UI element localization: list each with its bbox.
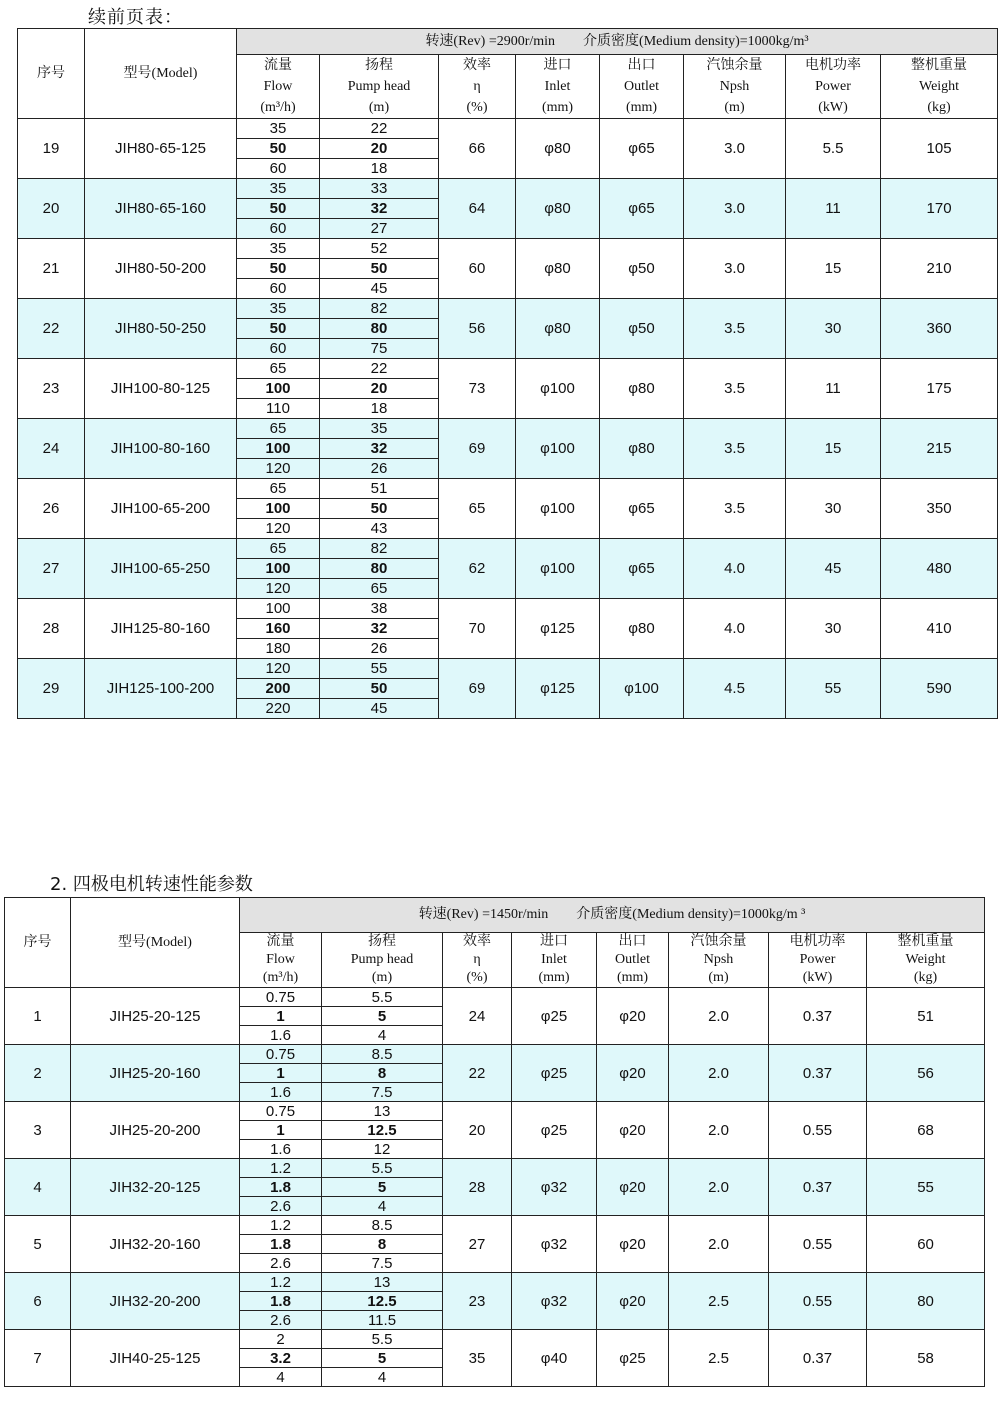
flow-cell: 160 (237, 619, 320, 639)
weight-cell: 590 (881, 659, 998, 719)
table-row (5, 1045, 985, 1064)
outlet-cell: φ80 (600, 359, 684, 419)
seq-cell: 22 (18, 299, 85, 359)
inlet-cell: φ125 (516, 599, 600, 659)
npsh-cell: 3.5 (684, 479, 786, 539)
inlet-cell: φ100 (516, 419, 600, 479)
power-cell: 0.55 (769, 1273, 867, 1330)
head-cell: 13 (322, 1273, 443, 1292)
flow-cell: 100 (237, 559, 320, 579)
weight-cell: 68 (867, 1102, 985, 1159)
head-cell: 50 (320, 259, 439, 279)
inlet-cell: φ25 (512, 1045, 597, 1102)
model-cell: JIH32-20-125 (71, 1159, 240, 1216)
npsh-cell: 2.0 (669, 1045, 769, 1102)
head-cell: 52 (320, 239, 439, 259)
weight-cell: 410 (881, 599, 998, 659)
power-cell: 55 (786, 659, 881, 719)
header-npsh: 汽蚀余量 Npsh (m) (684, 55, 786, 119)
model-cell: JIH100-80-125 (85, 359, 237, 419)
table-row (18, 479, 998, 499)
model-cell: JIH25-20-200 (71, 1102, 240, 1159)
model-cell: JIH125-80-160 (85, 599, 237, 659)
table-row (5, 1330, 985, 1349)
flow-cell: 60 (237, 219, 320, 239)
head-cell: 5 (322, 1349, 443, 1368)
flow-cell: 1 (240, 1007, 322, 1026)
seq-cell: 5 (5, 1216, 71, 1273)
inlet-cell: φ100 (516, 479, 600, 539)
model-cell: JIH40-25-125 (71, 1330, 240, 1387)
flow-cell: 1.2 (240, 1216, 322, 1235)
head-cell: 38 (320, 599, 439, 619)
eff-cell: 73 (439, 359, 516, 419)
flow-cell: 2.6 (240, 1311, 322, 1330)
eff-cell: 60 (439, 239, 516, 299)
model-cell: JIH25-20-160 (71, 1045, 240, 1102)
weight-cell: 60 (867, 1216, 985, 1273)
head-cell: 26 (320, 639, 439, 659)
head-cell: 7.5 (322, 1083, 443, 1102)
outlet-cell: φ20 (597, 1102, 669, 1159)
weight-cell: 215 (881, 419, 998, 479)
eff-cell: 24 (443, 988, 512, 1045)
head-cell: 50 (320, 679, 439, 699)
header-seq: 序号 (18, 29, 85, 119)
head-cell: 55 (320, 659, 439, 679)
model-cell: JIH100-65-250 (85, 539, 237, 599)
npsh-cell: 3.0 (684, 119, 786, 179)
table-row (18, 419, 998, 439)
outlet-cell: φ100 (600, 659, 684, 719)
header-flow: 流量 Flow (m³/h) (237, 55, 320, 119)
flow-cell: 50 (237, 319, 320, 339)
seq-cell: 23 (18, 359, 85, 419)
header-inlet: 进口 Inlet (mm) (516, 55, 600, 119)
head-cell: 13 (322, 1102, 443, 1121)
flow-cell: 220 (237, 699, 320, 719)
weight-cell: 58 (867, 1330, 985, 1387)
weight-cell: 105 (881, 119, 998, 179)
seq-cell: 21 (18, 239, 85, 299)
inlet-cell: φ80 (516, 239, 600, 299)
power-cell: 0.37 (769, 1045, 867, 1102)
flow-cell: 1.2 (240, 1159, 322, 1178)
condition-bar: 转速(Rev) =2900r/min 介质密度(Medium density)=1000kg/m³ (237, 29, 998, 55)
flow-cell: 50 (237, 139, 320, 159)
head-cell: 32 (320, 199, 439, 219)
table-row (5, 1216, 985, 1235)
npsh-cell: 4.0 (684, 539, 786, 599)
flow-cell: 180 (237, 639, 320, 659)
flow-cell: 1 (240, 1121, 322, 1140)
flow-cell: 100 (237, 379, 320, 399)
head-cell: 33 (320, 179, 439, 199)
power-cell: 30 (786, 479, 881, 539)
table-row (18, 359, 998, 379)
table-row (18, 659, 998, 679)
head-cell: 18 (320, 399, 439, 419)
header-outlet: 出口 Outlet (mm) (600, 55, 684, 119)
head-cell: 22 (320, 359, 439, 379)
head-cell: 12 (322, 1140, 443, 1159)
header-eff: 效率 η (%) (443, 933, 512, 988)
head-cell: 20 (320, 139, 439, 159)
header-seq: 序号 (5, 898, 71, 988)
seq-cell: 1 (5, 988, 71, 1045)
model-cell: JIH80-50-200 (85, 239, 237, 299)
head-cell: 32 (320, 619, 439, 639)
model-cell: JIH25-20-125 (71, 988, 240, 1045)
flow-cell: 1.6 (240, 1083, 322, 1102)
flow-cell: 1 (240, 1064, 322, 1083)
eff-cell: 20 (443, 1102, 512, 1159)
head-cell: 50 (320, 499, 439, 519)
model-cell: JIH80-65-160 (85, 179, 237, 239)
model-cell: JIH32-20-200 (71, 1273, 240, 1330)
header-weight: 整机重量 Weight (kg) (881, 55, 998, 119)
outlet-cell: φ65 (600, 119, 684, 179)
inlet-cell: φ32 (512, 1273, 597, 1330)
flow-cell: 1.8 (240, 1178, 322, 1197)
weight-cell: 80 (867, 1273, 985, 1330)
header-flow: 流量 Flow (m³/h) (240, 933, 322, 988)
power-cell: 0.55 (769, 1216, 867, 1273)
head-cell: 5.5 (322, 988, 443, 1007)
seq-cell: 27 (18, 539, 85, 599)
flow-cell: 60 (237, 159, 320, 179)
inlet-cell: φ25 (512, 988, 597, 1045)
weight-cell: 55 (867, 1159, 985, 1216)
header-weight: 整机重量 Weight (kg) (867, 933, 985, 988)
head-cell: 8 (322, 1064, 443, 1083)
flow-cell: 0.75 (240, 1045, 322, 1064)
seq-cell: 6 (5, 1273, 71, 1330)
seq-cell: 19 (18, 119, 85, 179)
flow-cell: 65 (237, 479, 320, 499)
table-row (18, 599, 998, 619)
eff-cell: 70 (439, 599, 516, 659)
eff-cell: 62 (439, 539, 516, 599)
eff-cell: 56 (439, 299, 516, 359)
inlet-cell: φ40 (512, 1330, 597, 1387)
weight-cell: 175 (881, 359, 998, 419)
head-cell: 65 (320, 579, 439, 599)
inlet-cell: φ25 (512, 1102, 597, 1159)
head-cell: 8.5 (322, 1216, 443, 1235)
inlet-cell: φ125 (516, 659, 600, 719)
flow-cell: 2.6 (240, 1254, 322, 1273)
npsh-cell: 3.5 (684, 359, 786, 419)
header-head: 扬程 Pump head (m) (320, 55, 439, 119)
flow-cell: 120 (237, 659, 320, 679)
head-cell: 12.5 (322, 1292, 443, 1311)
flow-cell: 1.8 (240, 1292, 322, 1311)
flow-cell: 65 (237, 419, 320, 439)
npsh-cell: 3.5 (684, 299, 786, 359)
weight-cell: 56 (867, 1045, 985, 1102)
flow-cell: 35 (237, 239, 320, 259)
head-cell: 5.5 (322, 1330, 443, 1349)
flow-cell: 50 (237, 199, 320, 219)
power-cell: 15 (786, 239, 881, 299)
table-row (5, 1102, 985, 1121)
flow-cell: 60 (237, 279, 320, 299)
head-cell: 51 (320, 479, 439, 499)
weight-cell: 170 (881, 179, 998, 239)
flow-cell: 65 (237, 539, 320, 559)
seq-cell: 28 (18, 599, 85, 659)
head-cell: 35 (320, 419, 439, 439)
head-cell: 20 (320, 379, 439, 399)
power-cell: 15 (786, 419, 881, 479)
head-cell: 82 (320, 539, 439, 559)
flow-cell: 100 (237, 499, 320, 519)
inlet-cell: φ80 (516, 179, 600, 239)
header-npsh: 汽蚀余量 Npsh (m) (669, 933, 769, 988)
seq-cell: 29 (18, 659, 85, 719)
head-cell: 4 (322, 1026, 443, 1045)
eff-cell: 69 (439, 419, 516, 479)
outlet-cell: φ65 (600, 179, 684, 239)
inlet-cell: φ80 (516, 119, 600, 179)
npsh-cell: 2.0 (669, 1216, 769, 1273)
weight-cell: 350 (881, 479, 998, 539)
head-cell: 7.5 (322, 1254, 443, 1273)
weight-cell: 210 (881, 239, 998, 299)
seq-cell: 4 (5, 1159, 71, 1216)
flow-cell: 120 (237, 579, 320, 599)
seq-cell: 7 (5, 1330, 71, 1387)
header-model: 型号(Model) (71, 898, 240, 988)
table-row (5, 1159, 985, 1178)
outlet-cell: φ50 (600, 239, 684, 299)
outlet-cell: φ65 (600, 479, 684, 539)
power-cell: 11 (786, 179, 881, 239)
model-cell: JIH100-80-160 (85, 419, 237, 479)
npsh-cell: 2.0 (669, 1102, 769, 1159)
power-cell: 30 (786, 599, 881, 659)
eff-cell: 66 (439, 119, 516, 179)
header-inlet: 进口 Inlet (mm) (512, 933, 597, 988)
flow-cell: 2 (240, 1330, 322, 1349)
weight-cell: 360 (881, 299, 998, 359)
eff-cell: 22 (443, 1045, 512, 1102)
inlet-cell: φ80 (516, 299, 600, 359)
eff-cell: 27 (443, 1216, 512, 1273)
flow-cell: 120 (237, 459, 320, 479)
flow-cell: 4 (240, 1368, 322, 1387)
table-body (5, 988, 985, 1387)
flow-cell: 100 (237, 599, 320, 619)
flow-cell: 60 (237, 339, 320, 359)
outlet-cell: φ25 (597, 1330, 669, 1387)
head-cell: 80 (320, 319, 439, 339)
flow-cell: 110 (237, 399, 320, 419)
head-cell: 11.5 (322, 1311, 443, 1330)
model-cell: JIH100-65-200 (85, 479, 237, 539)
power-cell: 0.37 (769, 1159, 867, 1216)
outlet-cell: φ80 (600, 419, 684, 479)
eff-cell: 28 (443, 1159, 512, 1216)
header-power: 电机功率 Power (kW) (769, 933, 867, 988)
header-head: 扬程 Pump head (m) (322, 933, 443, 988)
outlet-cell: φ80 (600, 599, 684, 659)
flow-cell: 1.6 (240, 1026, 322, 1045)
spec-table-2900 (17, 28, 998, 719)
table-row (18, 179, 998, 199)
model-cell: JIH80-65-125 (85, 119, 237, 179)
head-cell: 27 (320, 219, 439, 239)
table-row (5, 988, 985, 1007)
flow-cell: 0.75 (240, 1102, 322, 1121)
head-cell: 4 (322, 1368, 443, 1387)
head-cell: 8.5 (322, 1045, 443, 1064)
inlet-cell: φ32 (512, 1216, 597, 1273)
model-cell: JIH80-50-250 (85, 299, 237, 359)
header-eff: 效率 η (%) (439, 55, 516, 119)
npsh-cell: 2.5 (669, 1273, 769, 1330)
model-cell: JIH32-20-160 (71, 1216, 240, 1273)
npsh-cell: 3.0 (684, 239, 786, 299)
head-cell: 4 (322, 1197, 443, 1216)
head-cell: 82 (320, 299, 439, 319)
continued-caption: 续前页表： (88, 7, 183, 28)
eff-cell: 65 (439, 479, 516, 539)
eff-cell: 35 (443, 1330, 512, 1387)
power-cell: 30 (786, 299, 881, 359)
head-cell: 5 (322, 1007, 443, 1026)
flow-cell: 1.6 (240, 1140, 322, 1159)
model-cell: JIH125-100-200 (85, 659, 237, 719)
outlet-cell: φ20 (597, 1273, 669, 1330)
inlet-cell: φ100 (516, 359, 600, 419)
head-cell: 80 (320, 559, 439, 579)
table-row (18, 539, 998, 559)
table-body (18, 119, 998, 719)
table-row (5, 1273, 985, 1292)
seq-cell: 20 (18, 179, 85, 239)
power-cell: 45 (786, 539, 881, 599)
outlet-cell: φ20 (597, 1045, 669, 1102)
flow-cell: 65 (237, 359, 320, 379)
head-cell: 5.5 (322, 1159, 443, 1178)
table-row (18, 119, 998, 139)
flow-cell: 2.6 (240, 1197, 322, 1216)
seq-cell: 26 (18, 479, 85, 539)
head-cell: 75 (320, 339, 439, 359)
weight-cell: 51 (867, 988, 985, 1045)
outlet-cell: φ20 (597, 988, 669, 1045)
head-cell: 45 (320, 279, 439, 299)
condition-bar: 转速(Rev) =1450r/min 介质密度(Medium density)=1000kg/m ³ (240, 898, 985, 933)
flow-cell: 0.75 (240, 988, 322, 1007)
flow-cell: 200 (237, 679, 320, 699)
npsh-cell: 2.0 (669, 988, 769, 1045)
head-cell: 22 (320, 119, 439, 139)
inlet-cell: φ100 (516, 539, 600, 599)
head-cell: 43 (320, 519, 439, 539)
flow-cell: 1.8 (240, 1235, 322, 1254)
flow-cell: 100 (237, 439, 320, 459)
flow-cell: 35 (237, 299, 320, 319)
flow-cell: 50 (237, 259, 320, 279)
seq-cell: 24 (18, 419, 85, 479)
outlet-cell: φ65 (600, 539, 684, 599)
head-cell: 5 (322, 1178, 443, 1197)
inlet-cell: φ32 (512, 1159, 597, 1216)
outlet-cell: φ50 (600, 299, 684, 359)
npsh-cell: 2.0 (669, 1159, 769, 1216)
flow-cell: 35 (237, 119, 320, 139)
outlet-cell: φ20 (597, 1159, 669, 1216)
header-power: 电机功率 Power (kW) (786, 55, 881, 119)
npsh-cell: 4.5 (684, 659, 786, 719)
npsh-cell: 4.0 (684, 599, 786, 659)
power-cell: 0.55 (769, 1102, 867, 1159)
power-cell: 11 (786, 359, 881, 419)
npsh-cell: 3.5 (684, 419, 786, 479)
weight-cell: 480 (881, 539, 998, 599)
eff-cell: 23 (443, 1273, 512, 1330)
flow-cell: 120 (237, 519, 320, 539)
table-row (18, 299, 998, 319)
seq-cell: 2 (5, 1045, 71, 1102)
head-cell: 26 (320, 459, 439, 479)
eff-cell: 64 (439, 179, 516, 239)
flow-cell: 35 (237, 179, 320, 199)
head-cell: 45 (320, 699, 439, 719)
npsh-cell: 3.0 (684, 179, 786, 239)
head-cell: 18 (320, 159, 439, 179)
power-cell: 5.5 (786, 119, 881, 179)
power-cell: 0.37 (769, 1330, 867, 1387)
outlet-cell: φ20 (597, 1216, 669, 1273)
spec-table-1450 (4, 897, 985, 1387)
eff-cell: 69 (439, 659, 516, 719)
flow-cell: 1.2 (240, 1273, 322, 1292)
head-cell: 32 (320, 439, 439, 459)
seq-cell: 3 (5, 1102, 71, 1159)
header-model: 型号(Model) (85, 29, 237, 119)
head-cell: 12.5 (322, 1121, 443, 1140)
header-outlet: 出口 Outlet (mm) (597, 933, 669, 988)
section-caption: 2. 四极电机转速性能参数 (50, 874, 253, 895)
power-cell: 0.37 (769, 988, 867, 1045)
table-row (18, 239, 998, 259)
head-cell: 8 (322, 1235, 443, 1254)
npsh-cell: 2.5 (669, 1330, 769, 1387)
flow-cell: 3.2 (240, 1349, 322, 1368)
